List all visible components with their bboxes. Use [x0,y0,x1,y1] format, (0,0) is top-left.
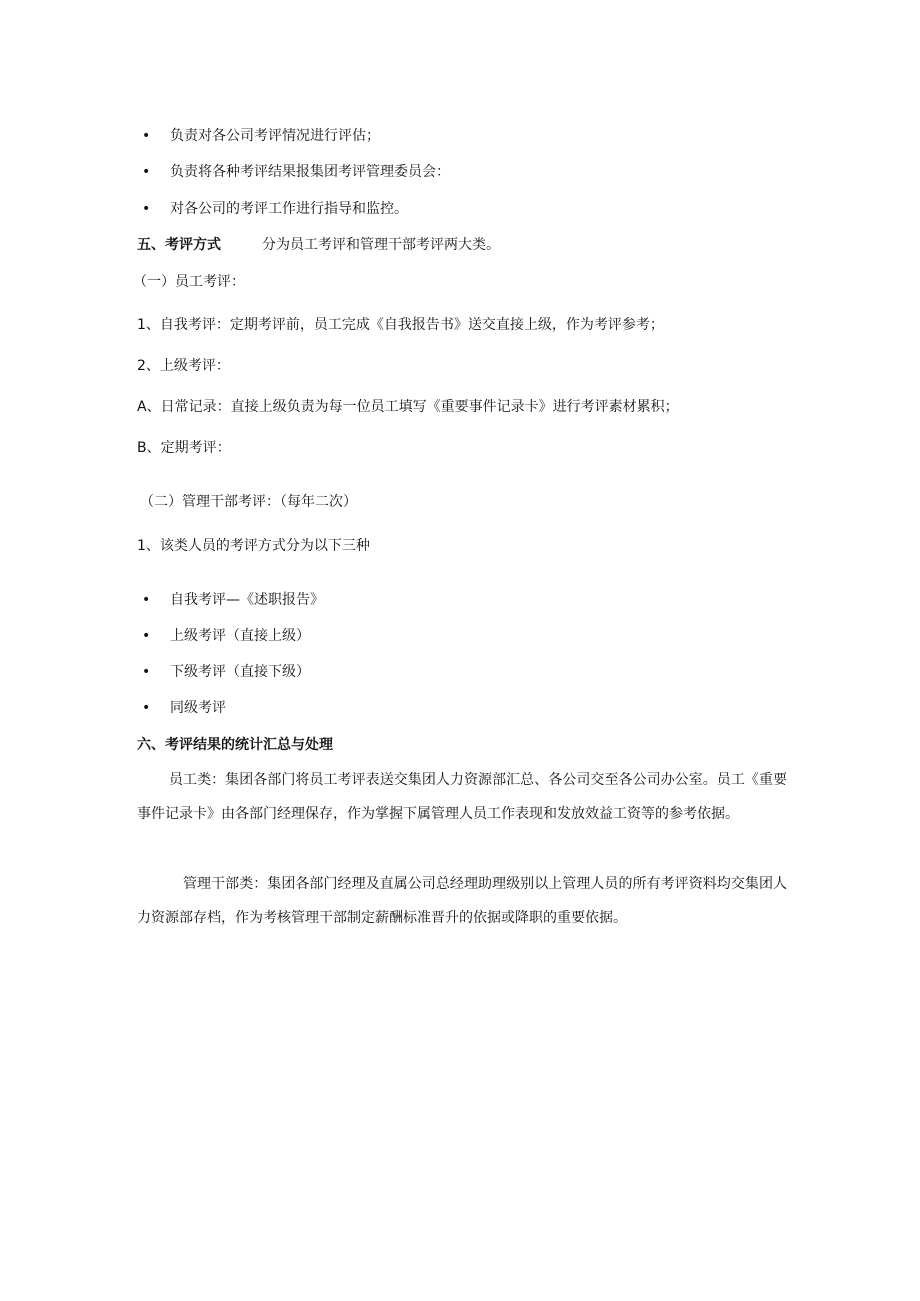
bullet-dot: • [142,664,151,680]
bullet-item: 下级考评（直接下级） [170,664,310,680]
list-item: A、日常记录：直接上级负责为每一位员工填写《重要事件记录卡》进行考评素材累积； [137,399,679,415]
bullet-item: 同级考评 [170,700,226,716]
bullet-item: 对各公司的考评工作进行指导和监控。 [170,201,408,217]
paragraph-employee: 员工类：集团各部门将员工考评表送交集团人力资源部汇总、各公司交至各公司办公室。员工《重要事件记录卡》由各部门经理保存，作为掌握下属管理人员工作表现和发放效益工资等的参考依据。 [137,772,787,822]
section-heading: 六、考评结果的统计汇总与处理 [137,737,333,753]
bullet-dot: • [142,201,151,217]
bullet-item: 负责将各种考评结果报集团考评管理委员会： [170,164,450,180]
list-item: 1、自我考评：定期考评前，员工完成《自我报告书》送交直接上级，作为考评参考； [137,317,664,333]
subsection-title: （一）员工考评： [133,274,245,290]
section-heading: 五、考评方式 [137,237,221,253]
bullet-dot: • [142,164,151,180]
bullet-dot: • [142,128,151,144]
bullet-item: 上级考评（直接上级） [170,628,310,644]
bullet-dot: • [142,628,151,644]
subsection-title: （二）管理干部考评：（每年二次） [140,494,357,510]
list-item: 2、上级考评： [137,358,230,374]
bullet-item: 自我考评—《述职报告》 [170,592,324,608]
bullet-dot: • [142,592,151,608]
list-item: B、定期考评： [137,440,231,456]
bullet-dot: • [142,700,151,716]
section-description: 分为员工考评和管理干部考评两大类。 [262,237,500,253]
bullet-item: 负责对各公司考评情况进行评估； [170,128,380,144]
paragraph-manager: 管理干部类：集团各部门经理及直属公司总经理助理级别以上管理人员的所有考评资料均交集团人力资源部存档，作为考核管理干部制定薪酬标准晋升的依据或降职的重要依据。 [137,876,787,926]
list-item: 1、该类人员的考评方式分为以下三种 [137,538,370,554]
